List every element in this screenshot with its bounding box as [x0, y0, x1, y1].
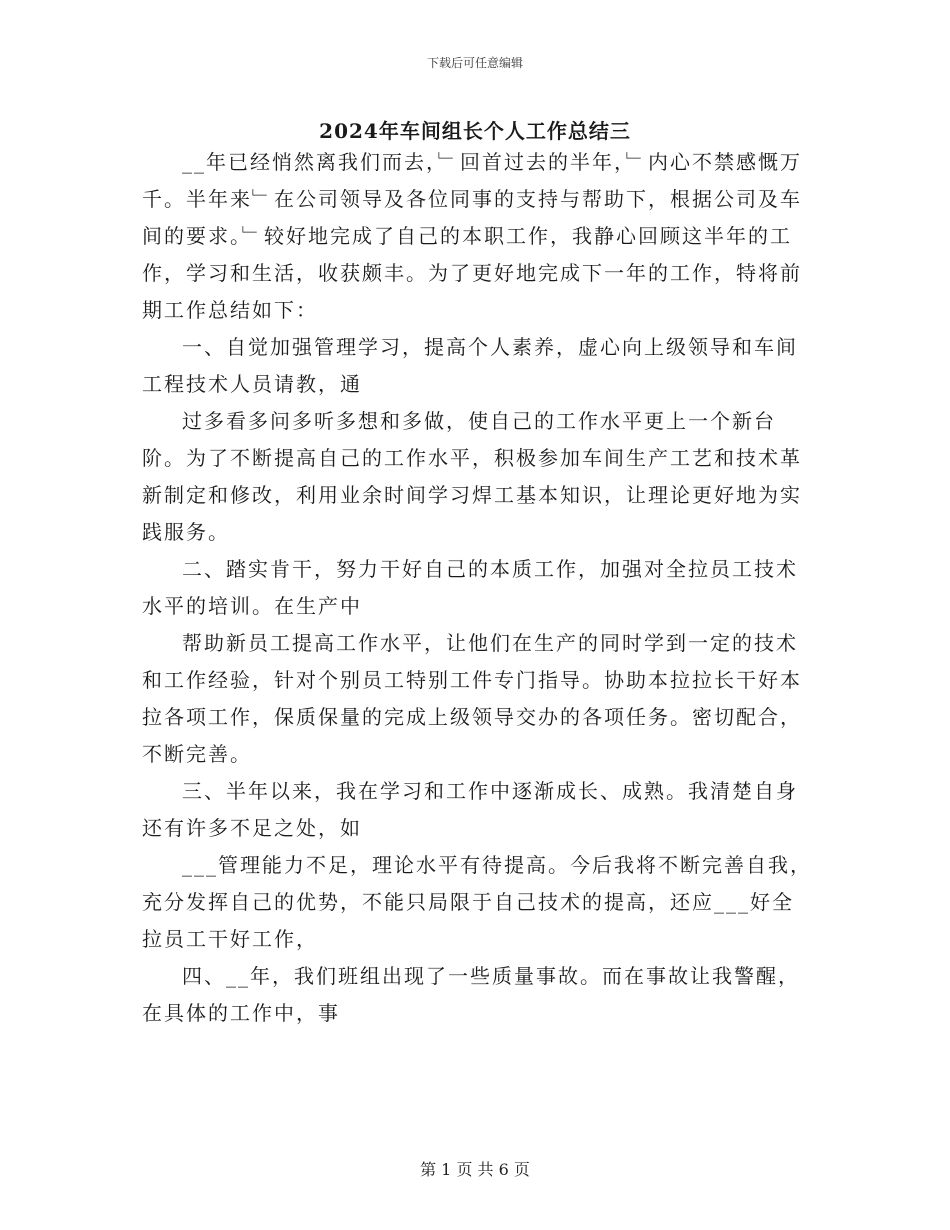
page-number-footer: 第 1 页 共 6 页 [420, 1160, 530, 1179]
document-body [142, 144, 812, 1032]
page-header-note: 下载后可任意编辑 [426, 56, 523, 70]
paragraph-point-3-continued: ___管理能力不足，理论水平有待提高。今后我将不断完善自我，充分发挥自己的优势，不能只局限于自己技术的提高，还应___好全拉员工干好工作， [142, 853, 812, 951]
document-title: 2024年车间组长个人工作总结三 [319, 119, 631, 143]
paragraph-point-1: 一、自觉加强管理学习，提高个人素养，虚心向上级领导和车间工程技术人员请教，通 [142, 335, 798, 396]
paragraph-point-3: 三、半年以来，我在学习和工作中逐渐成长、成熟。我清楚自身还有许多不足之处，如 [142, 779, 798, 840]
paragraph-point-4: 四、__年，我们班组出现了一些质量事故。而在事故让我警醒，在具体的工作中，事 [142, 964, 800, 1025]
paragraph-point-2-continued: 帮助新员工提高工作水平，让他们在生产的同时学到一定的技术和工作经验，针对个别员工特别工件专门指导。协助本拉拉长干好本拉各项工作，保质保量的完成上级领导交办的各项任务。密切配合，不断完善。 [142, 631, 802, 766]
paragraph-intro: __年已经悄然离我们而去，﹂回首过去的半年，﹂内心不禁感慨万千。半年来﹂在公司领导及各位同事的支持与帮助下，根据公司及车间的要求。﹂较好地完成了自己的本职工作，我静心回顾这半年的工作，学习和生活，收获颇丰。为了更好地完成下一年的工作，特将前期工作总结如下： [142, 150, 802, 322]
paragraph-point-2: 二、踏实肯干，努力干好自己的本质工作，加强对全拉员工技术水平的培训。在生产中 [142, 557, 798, 618]
paragraph-point-1-continued: 过多看多问多听多想和多做，使自己的工作水平更上一个新台阶。为了不断提高自己的工作水平，积极参加车间生产工艺和技术革新制定和修改，利用业余时间学习焊工基本知识，让理论更好地为实践服务。 [142, 409, 802, 544]
